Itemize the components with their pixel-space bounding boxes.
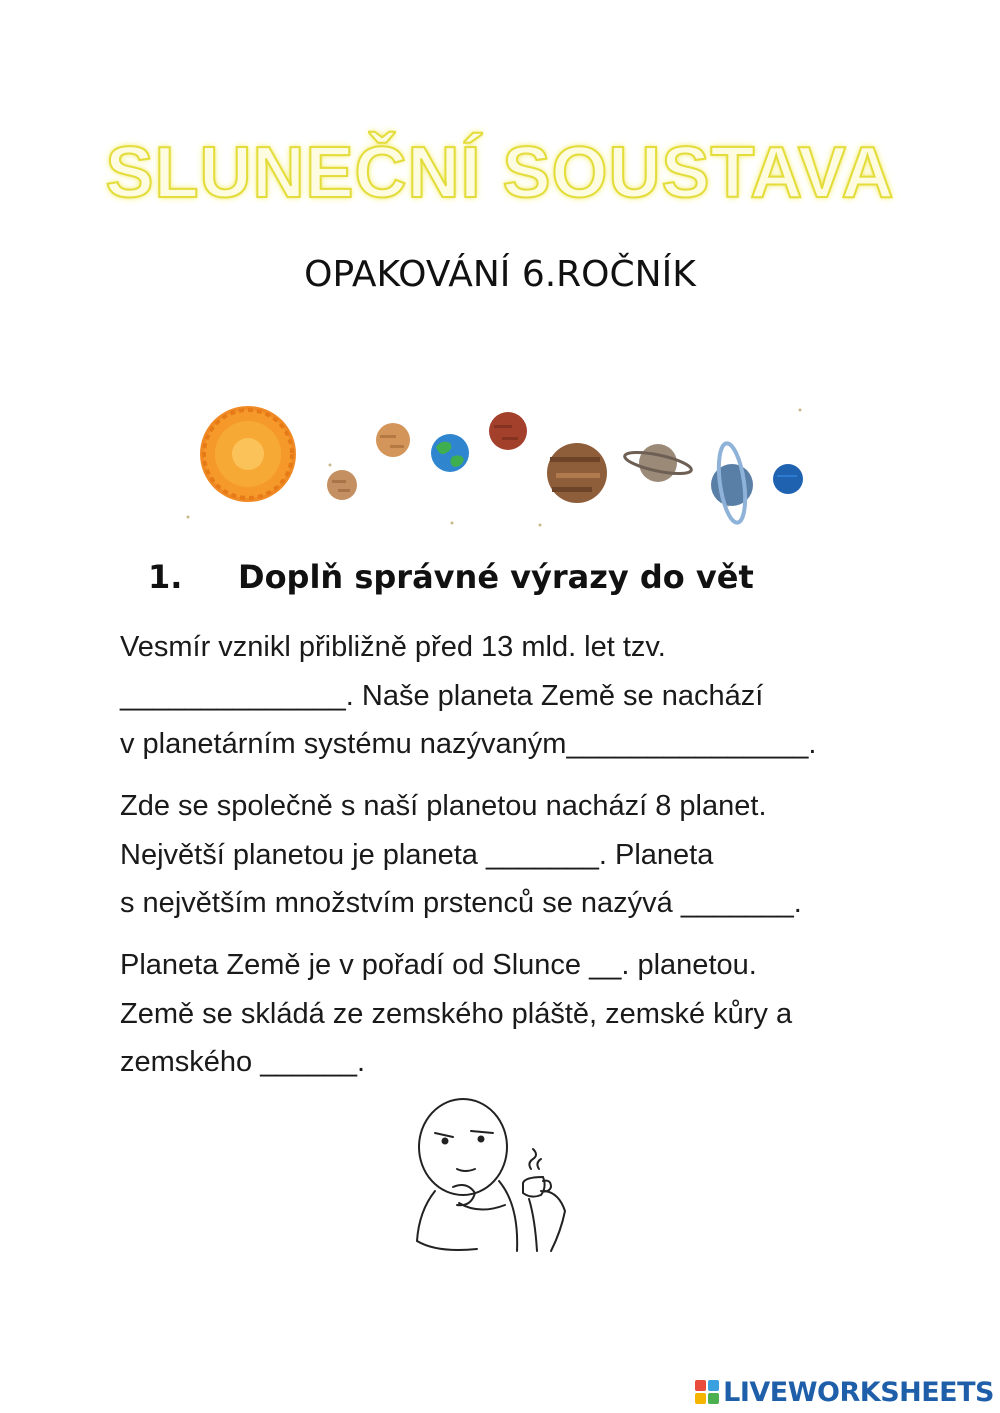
liveworksheets-logo-icon: [695, 1380, 719, 1404]
paragraph-line: ______________. Naše planeta Země se nachází: [120, 679, 764, 712]
logo-square: [708, 1393, 719, 1404]
page-title: SLUNEČNÍ SOUSTAVA: [105, 133, 895, 213]
jupiter-icon: [547, 443, 607, 503]
paragraph-line: zemského ______.: [120, 1046, 366, 1078]
paragraph-line: s největším množstvím prstenců se nazývá _______.: [120, 887, 802, 919]
task-heading: [148, 558, 754, 596]
earth-icon: [431, 434, 469, 472]
task-instruction: Doplň správné výrazy do vět: [238, 558, 754, 596]
paragraph-line: Země se skládá ze zemského pláště, zemské kůry a: [120, 997, 793, 1030]
task-number: 1.: [148, 558, 183, 596]
sun-icon: [200, 406, 296, 502]
brand-name[interactable]: LIVEWORKSHEETS: [723, 1376, 994, 1408]
mars-icon: [489, 412, 527, 450]
paragraph-2: [120, 782, 900, 928]
paragraph-line: Vesmír vznikl přibližně před 13 mld. let tzv.: [120, 631, 666, 663]
footer-branding: [695, 1377, 994, 1407]
thinking-meme-illustration: [405, 1095, 585, 1265]
paragraph-line: v planetárním systému nazývaným_______________.: [120, 728, 817, 760]
neptune-icon: [773, 464, 803, 494]
solar-system-illustration: [180, 395, 820, 535]
uranus-icon: [711, 442, 753, 525]
paragraph-line: Planeta Země je v pořadí od Slunce __. planetou.: [120, 949, 757, 981]
paragraph-1: [120, 623, 900, 769]
logo-square: [708, 1380, 719, 1391]
paragraph-line: Největší planetou je planeta _______. Planeta: [120, 838, 714, 871]
logo-square: [695, 1393, 706, 1404]
logo-square: [695, 1380, 706, 1391]
saturn-icon: [623, 444, 693, 482]
mercury-icon: [327, 470, 357, 500]
venus-icon: [376, 423, 410, 457]
page-subtitle: OPAKOVÁNÍ 6.ROČNÍK: [304, 254, 696, 295]
paragraph-3: [120, 941, 900, 1087]
paragraph-line: Zde se společně s naší planetou nachází 8 planet.: [120, 790, 767, 822]
